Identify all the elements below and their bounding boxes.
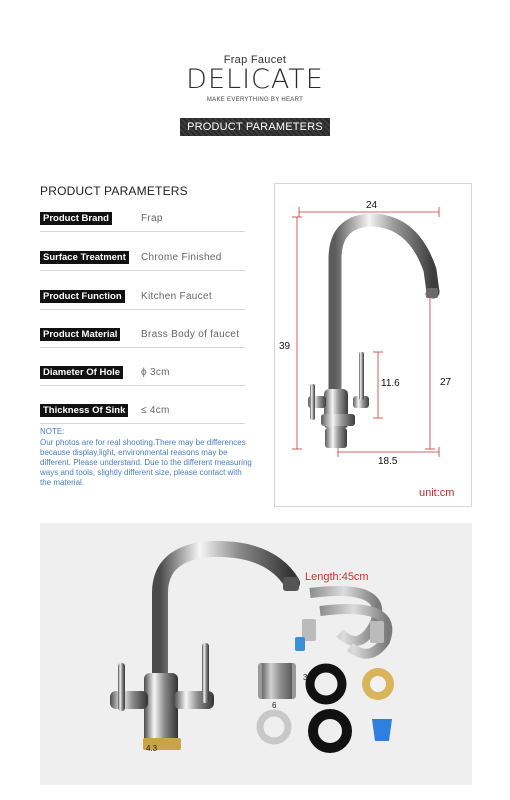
param-label-material: Product Material (40, 328, 120, 341)
param-label-function: Product Function (40, 290, 125, 303)
param-value-function: Kitchen Faucet (141, 291, 212, 302)
note-title: NOTE: (40, 427, 65, 436)
param-divider (40, 347, 245, 348)
dim-3-label: 3 (303, 673, 308, 682)
param-value-material: Brass Body of faucet (141, 329, 240, 340)
unit-label: unit:cm (419, 487, 455, 499)
param-value-sink: ≤ 4cm (141, 405, 170, 416)
param-label-hole: Diameter Of Hole (40, 366, 123, 379)
faucet-kit-illustration (40, 523, 472, 785)
dim-spout-height: 27 (440, 377, 452, 388)
param-divider (40, 385, 245, 386)
param-divider (40, 270, 245, 271)
param-divider (40, 231, 245, 232)
dim-width-top: 24 (366, 200, 378, 211)
param-value-surface: Chrome Finished (141, 252, 222, 263)
section-banner: PRODUCT PARAMETERS (180, 118, 330, 136)
param-value-hole: ϕ 3cm (141, 367, 170, 378)
dim-handle-height: 11.6 (381, 378, 400, 389)
note-body: Our photos are for real shooting.There may be differences because display,light, environmental reasons may be different. Please understand. Due to the different measuring ways and tools, slightly different size, please contact with the material. (40, 438, 252, 487)
dim-height-total: 39 (279, 341, 291, 352)
brand-tagline: MAKE EVERYTHING BY HEART (206, 97, 304, 103)
dim-base-depth: 18.5 (378, 456, 398, 467)
dim-6-label: 6 (272, 701, 277, 710)
brand-title: DELICATE (186, 64, 324, 95)
params-title: PRODUCT PARAMETERS (40, 184, 188, 198)
product-photo (40, 523, 472, 785)
param-label-brand: Product Brand (40, 212, 112, 225)
faucet-line-drawing (275, 184, 471, 506)
param-label-sink: Thickness Of Sink (40, 404, 128, 417)
param-label-surface: Surface Treatment (40, 251, 129, 264)
param-divider (40, 309, 245, 310)
hose-length-label: Length:45cm (305, 571, 369, 583)
param-divider (40, 423, 245, 424)
dim-4-3-label: 4.3 (146, 744, 158, 753)
dimension-diagram (274, 183, 472, 507)
brand-small: Frap Faucet (223, 54, 287, 66)
param-value-brand: Frap (141, 213, 163, 224)
